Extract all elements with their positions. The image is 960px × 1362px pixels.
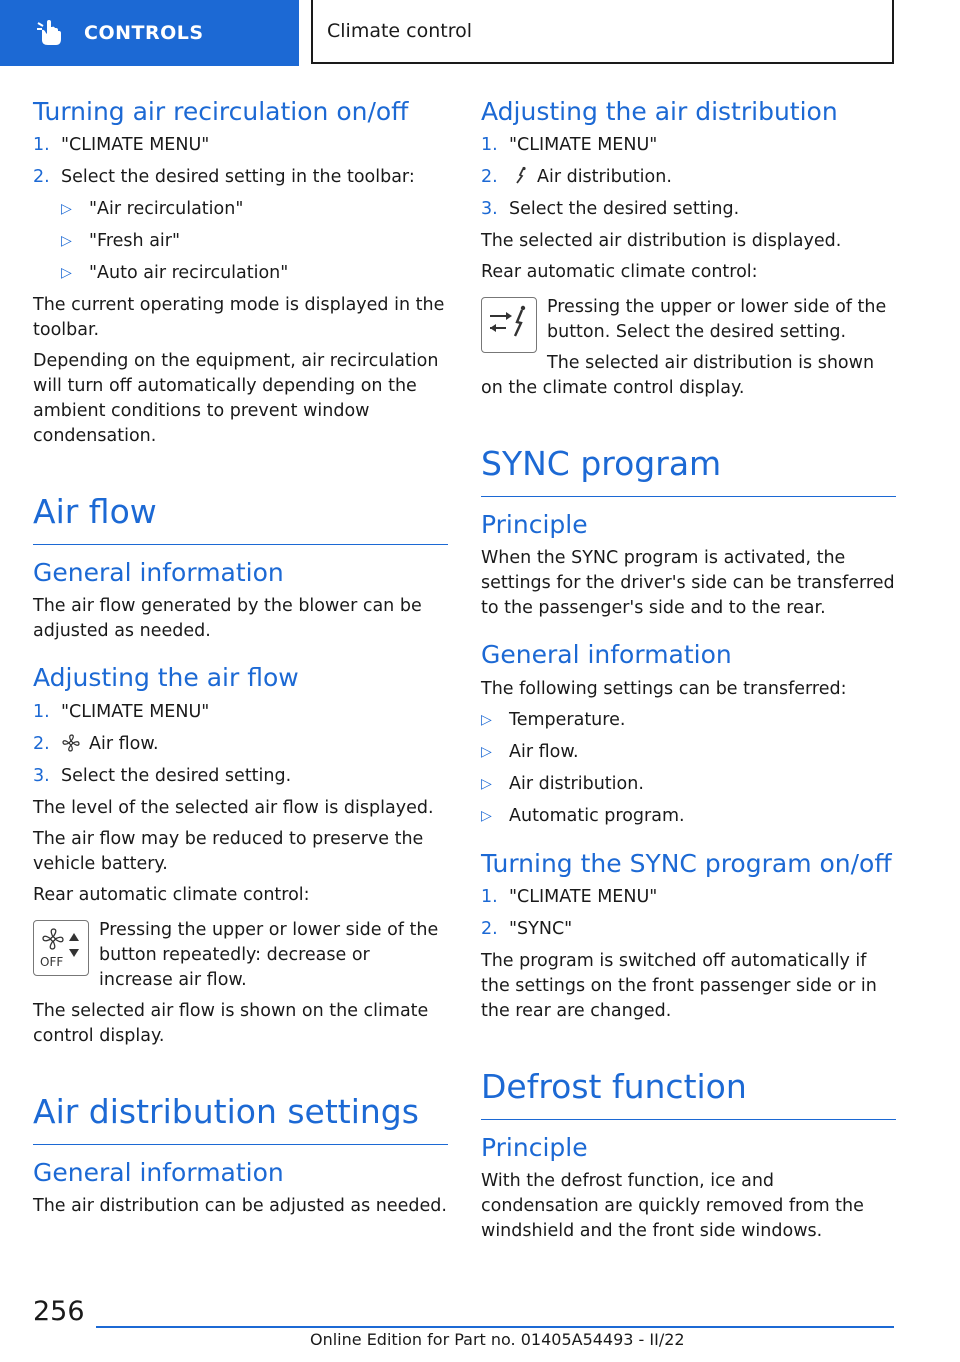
paragraph: The selected air distribution is displayed. <box>481 231 842 252</box>
paragraph: The program is switched off automatically if the settings on the front passenger side or in the rear are changed. <box>481 950 877 1021</box>
right-column <box>481 96 896 1250</box>
recirc-options <box>33 197 448 286</box>
sync-general-heading: General information <box>481 640 732 670</box>
adjust-airflow-heading: Adjusting the air flow <box>33 663 299 693</box>
list-item: ▷ Temperature. <box>481 708 896 733</box>
airflow-general-heading: General information <box>33 558 284 588</box>
triangle-bullet-icon: ▷ <box>481 807 492 824</box>
paragraph: The air distribution can be adjusted as needed. <box>33 1195 447 1216</box>
distribution-steps <box>481 133 896 222</box>
rear-distribution-button-row <box>481 295 896 353</box>
rear-distribution-button-image <box>481 297 537 353</box>
footer-divider <box>96 1326 894 1328</box>
page-number: 256 <box>33 1296 85 1327</box>
paragraph: The following settings can be transferred: <box>481 678 847 699</box>
triangle-bullet-icon: ▷ <box>481 711 492 728</box>
hand-pointer-icon <box>36 18 66 48</box>
rear-fan-button-image <box>33 920 89 976</box>
paragraph: Pressing the upper or lower side of the button. Select the desired setting. <box>547 297 887 343</box>
paragraph: Pressing the upper or lower side of the button repeatedly: decrease or increase air flow. <box>99 919 439 990</box>
list-item: ▷ "Air recirculation" <box>33 197 448 222</box>
list-item: 1. "CLIMATE MENU" <box>481 886 658 907</box>
list-item: 3. Select the desired setting. <box>481 199 740 220</box>
adjust-distribution-heading: Adjusting the air distribution <box>481 97 838 126</box>
distribution-general-heading: General information <box>33 1157 284 1187</box>
distribution-heading: Air distribution settings <box>33 1091 448 1145</box>
triangle-bullet-icon: ▷ <box>61 265 72 282</box>
sync-steps <box>481 885 896 942</box>
sync-principle-heading: Principle <box>481 510 588 540</box>
paragraph: Rear automatic climate control: <box>481 262 758 283</box>
chapter-label: CONTROLS <box>84 22 204 44</box>
list-item: 1. "CLIMATE MENU" <box>481 135 658 156</box>
defrost-principle-heading: Principle <box>481 1132 588 1162</box>
list-item: 2. Select the desired setting in the toolbar: <box>33 167 415 188</box>
list-item: ▷ "Auto air recirculation" <box>33 261 448 286</box>
list-item: 2. Air distribution. <box>481 167 672 188</box>
paragraph: Depending on the equipment, air recirculation will turn off automatically depending on the ambient conditions to prevent window condensation. <box>33 351 439 447</box>
air-distribution-icon <box>509 166 529 186</box>
chapter-tab <box>0 0 299 66</box>
paragraph: The air flow generated by the blower can be adjusted as needed. <box>33 596 422 642</box>
paragraph: The level of the selected air flow is displayed. <box>33 797 434 818</box>
fan-icon <box>61 733 81 753</box>
list-item: 2. "SYNC" <box>481 918 573 939</box>
sync-items <box>481 708 896 829</box>
paragraph: Rear automatic climate control: <box>33 884 310 905</box>
paragraph: The selected air distribution is shown on the climate control display. <box>481 353 875 399</box>
recirc-steps <box>33 133 448 190</box>
list-item: ▷ Air flow. <box>481 740 896 765</box>
paragraph: The selected air flow is shown on the climate control display. <box>33 1000 429 1046</box>
list-item: ▷ "Fresh air" <box>33 229 448 254</box>
triangle-bullet-icon: ▷ <box>481 775 492 792</box>
defrost-heading: Defrost function <box>481 1066 896 1120</box>
airflow-heading: Air flow <box>33 491 448 545</box>
page-header <box>0 0 960 66</box>
left-column <box>33 96 448 1225</box>
triangle-bullet-icon: ▷ <box>61 201 72 218</box>
section-tab <box>311 0 894 64</box>
triangle-bullet-icon: ▷ <box>61 233 72 250</box>
list-item: ▷ Air distribution. <box>481 772 896 797</box>
recirc-heading: Turning air recirculation on/off <box>33 97 409 126</box>
paragraph: With the defrost function, ice and condensation are quickly removed from the windshield and the front side windows. <box>481 1171 864 1242</box>
triangle-bullet-icon: ▷ <box>481 743 492 760</box>
sync-onoff-heading: Turning the SYNC program on/off <box>481 848 892 878</box>
list-item: ▷ Automatic program. <box>481 804 896 829</box>
list-item: 3. Select the desired setting. <box>33 765 292 786</box>
edition-text: Online Edition for Part no. 01405A54493 - II/22 <box>310 1330 685 1349</box>
paragraph: When the SYNC program is activated, the settings for the driver's side can be transferred to the passenger's side and to the rear. <box>481 548 895 619</box>
rear-fan-button-row <box>33 918 448 999</box>
airflow-steps <box>33 700 448 789</box>
list-item: 1. "CLIMATE MENU" <box>33 135 210 156</box>
distribution-arrows-icon <box>482 298 535 351</box>
sync-heading: SYNC program <box>481 443 896 497</box>
list-item: 1. "CLIMATE MENU" <box>33 701 210 722</box>
paragraph: The current operating mode is displayed in the toolbar. <box>33 295 445 341</box>
list-item: 2. Air flow. <box>33 733 159 754</box>
off-label: OFF <box>40 954 64 969</box>
paragraph: The air flow may be reduced to preserve the vehicle battery. <box>33 828 424 874</box>
section-label: Climate control <box>327 20 473 42</box>
